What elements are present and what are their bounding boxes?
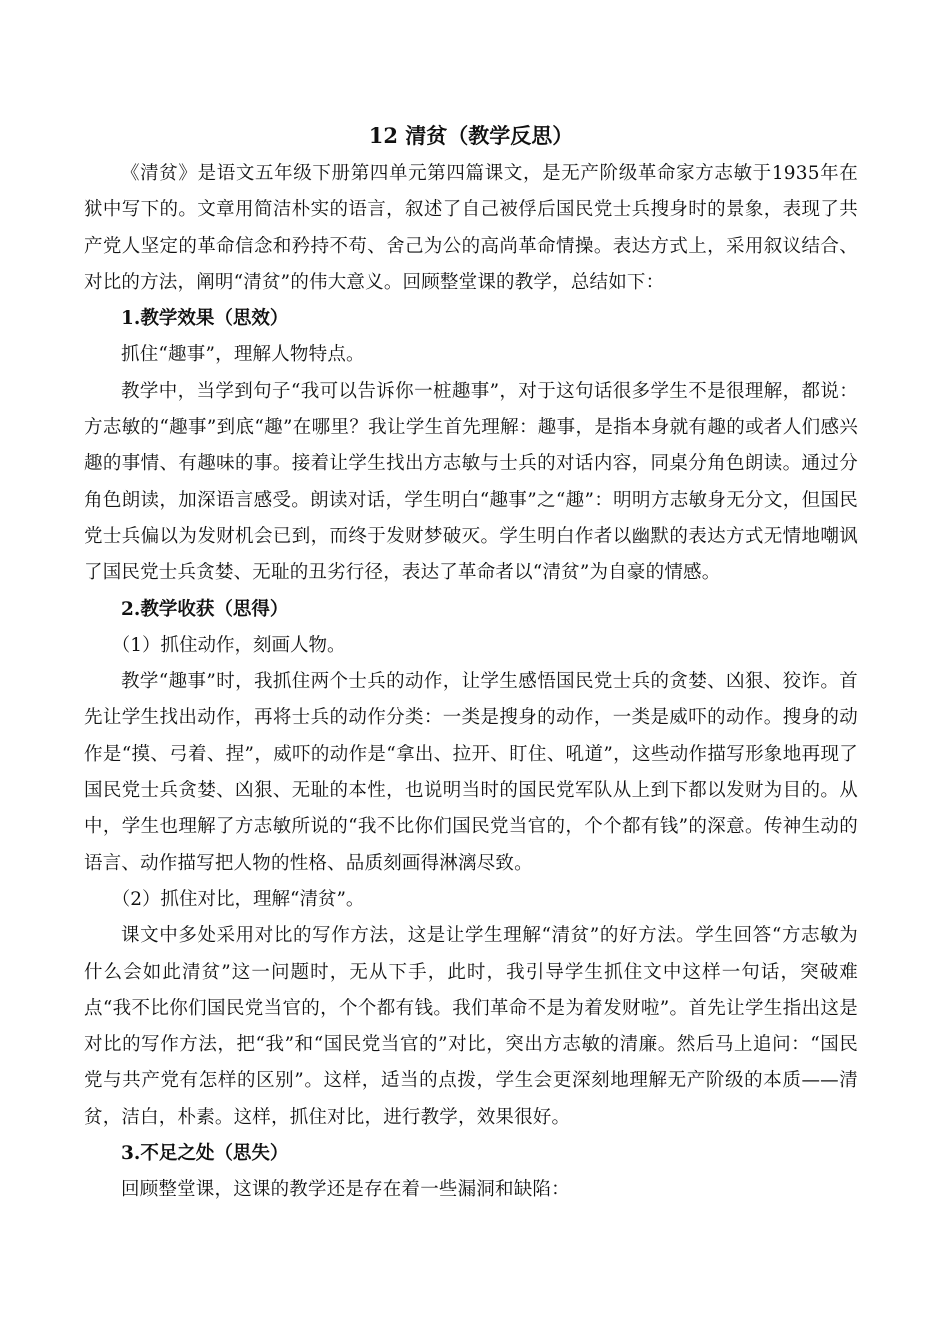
section-heading-effect: 1.教学效果（思效） [121,308,289,330]
intro-paragraph: 《清贫》是语文五年级下册第四单元第四篇课文，是无产阶级革命家方志敏于1935年在狱中写下的。文章用简洁朴实的语言，叙述了自己被俘后国民党士兵搜身时的景象，表现了共产党人坚定的革命信念和矜持不苟、舍己为公的高尚革命情操。表达方式上，采用叙议结合、对比的方法，阐明“清贫”的伟大意义。回顾整堂课的教学，总结如下： [84,163,858,293]
section-gain-subtitle-1: （1）抓住动作，刻画人物。 [111,634,346,656]
section-heading-gain: 2.教学收获（思得） [121,598,289,620]
document-page [84,118,858,1209]
section-heading-shortcoming: 3.不足之处（思失） [121,1143,289,1165]
document-title: 12 清贫（教学反思） [368,123,574,148]
section-gain-body-2: 课文中多处采用对比的写作方法，这是让学生理解“清贫”的好方法。学生回答“方志敏为什么会如此清贫”这一问题时，无从下手，此时，我引导学生抓住文中这样一句话，突破难点“我不比你们国民党当官的，个个都有钱。我们革命不是为着发财啦”。首先让学生指出这是对比的写作方法，把“我”和“国民党当官的”对比，突出方志敏的清廉。然后马上追问：“国民党与共产党有怎样的区别”。这样，适当的点拨，学生会更深刻地理解无产阶级的本质——清贫，洁白，朴素。这样，抓住对比，进行教学，效果很好。 [84,925,858,1128]
section-gain-body-1: 教学“趣事”时，我抓住两个士兵的动作，让学生感悟国民党士兵的贪婪、凶狠、狡诈。首先让学生找出动作，再将士兵的动作分类：一类是搜身的动作，一类是威吓的动作。搜身的动作是“摸、弓着、捏”，威吓的动作是“拿出、拉开、盯住、吼道”，这些动作描写形象地再现了国民党士兵贪婪、凶狠、无耻的本性，也说明当时的国民党军队从上到下都以发财为目的。从中，学生也理解了方志敏所说的“我不比你们国民党当官的，个个都有钱”的深意。传神生动的语言、动作描写把人物的性格、品质刻画得淋漓尽致。 [84,671,858,874]
section-shortcoming-body: 回顾整堂课，这课的教学还是存在着一些漏洞和缺陷： [121,1179,570,1201]
section-effect-subtitle: 抓住“趣事”，理解人物特点。 [121,344,365,366]
section-gain-subtitle-2: （2）抓住对比，理解“清贫”。 [111,888,365,910]
section-effect-body: 教学中，当学到句子“我可以告诉你一桩趣事”，对于这句话很多学生不是很理解，都说：方志敏的“趣事”到底“趣”在哪里？我让学生首先理解：趣事，是指本身就有趣的或者人们感兴趣的事情、有趣味的事。接着让学生找出方志敏与士兵的对话内容，同桌分角色朗读。通过分角色朗读，加深语言感受。朗读对话，学生明白“趣事”之“趣”：明明方志敏身无分文，但国民党士兵偏以为发财机会已到，而终于发财梦破灭。学生明白作者以幽默的表达方式无情地嘲讽了国民党士兵贪婪、无耻的丑劣行径，表达了革命者以“清贫”为自豪的情感。 [84,380,858,584]
